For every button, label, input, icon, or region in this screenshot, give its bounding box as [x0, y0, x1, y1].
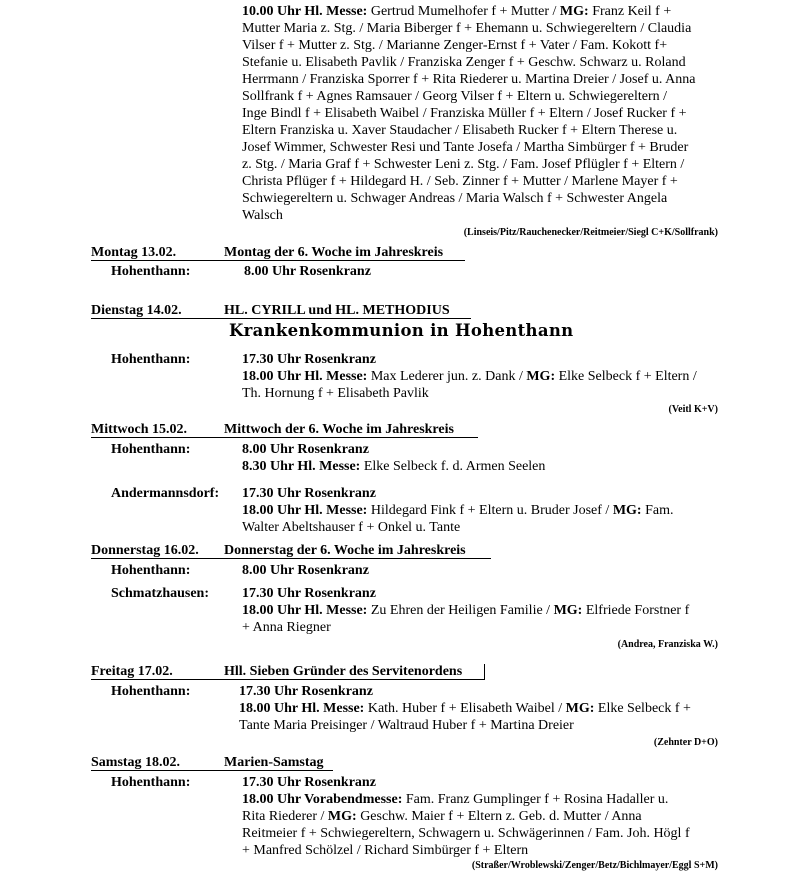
day-title: Donnerstag der 6. Woche im Jahreskreis — [224, 543, 466, 558]
header-underline — [91, 679, 485, 680]
day-date: Montag 13.02. — [91, 245, 177, 260]
place-label: Hohenthann: — [111, 775, 191, 790]
header-underline — [91, 260, 465, 261]
service-line: 8.00 Uhr Rosenkranz — [242, 563, 369, 578]
service-line: 17.30 Uhr Rosenkranz — [242, 586, 376, 601]
altar-servers: (Andrea, Franziska W.) — [617, 639, 718, 650]
header-underline — [91, 318, 471, 319]
header-underline — [91, 558, 491, 559]
service-line: 18.00 Uhr Hl. Messe: Hildegard Fink f + Eltern u. Bruder Josef / MG: Fam. — [242, 503, 674, 518]
service-block — [242, 351, 697, 402]
day-title: Hll. Sieben Gründer des Servitenordens — [224, 664, 463, 679]
mass-line: Eltern Franziska u. Xaver Staudacher / Elisabeth Rucker f + Eltern Therese u. — [242, 123, 678, 138]
altar-servers: (Linseis/Pitz/Rauchenecker/Reitmeier/Siegl C+K/Sollfrank) — [463, 227, 718, 238]
mass-line: Schwiegereltern u. Schwager Andreas / Maria Walsch f + Schwester Angela — [242, 191, 668, 206]
mass-line: Mutter Maria z. Stg. / Maria Biberger f + Ehemann u. Schwiegereltern / Claudia — [242, 21, 692, 36]
service-line: + Manfred Schölzel / Richard Simbürger f + Eltern — [242, 843, 529, 858]
service-line: Tante Maria Preisinger / Waltraud Huber f + Martina Dreier — [239, 718, 574, 733]
service-line: Walter Abeltshauser f + Onkel u. Tante — [242, 520, 461, 535]
service-line: 18.00 Uhr Hl. Messe: Kath. Huber f + Elisabeth Waibel / MG: Elke Selbeck f + — [239, 701, 691, 716]
service-line: Th. Hornung f + Elisabeth Pavlik — [242, 386, 429, 401]
sunday-mass-block — [242, 3, 722, 224]
mass-line: Vilser f + Mutter z. Stg. / Marianne Zenger-Ernst f + Vater / Fam. Kokott f+ — [242, 38, 668, 53]
mass-line: 10.00 Uhr Hl. Messe: Gertrud Mumelhofer f + Mutter / MG: Franz Keil f + — [242, 4, 672, 19]
service-line: 17.30 Uhr Rosenkranz — [239, 684, 373, 699]
mass-line: Stefanie u. Elisabeth Pavlik / Franziska Zenger f + Geschw. Schwarz u. Roland — [242, 55, 686, 70]
day-title: HL. CYRILL und HL. METHODIUS — [224, 303, 450, 318]
service-line: + Anna Riegner — [242, 620, 331, 635]
mass-line: Herrmann / Franziska Sporrer f + Rita Riederer u. Martina Dreier / Josef u. Anna — [242, 72, 696, 87]
service-block — [242, 441, 545, 475]
mass-line: z. Stg. / Maria Graf f + Schwester Leni z. Stg. / Fam. Josef Pflügler f + Eltern / — [242, 157, 685, 172]
mass-line: Inge Bindl f + Elisabeth Waibel / Franziska Müller f + Eltern / Josef Rucker f + — [242, 106, 687, 121]
day-title: Marien-Samstag — [224, 755, 324, 770]
header-end-mark — [484, 664, 485, 680]
day-date: Mittwoch 15.02. — [91, 422, 188, 437]
service-line: Rita Riederer / MG: Geschw. Maier f + Eltern z. Geb. d. Mutter / Anna — [242, 809, 642, 824]
day-title: Mittwoch der 6. Woche im Jahreskreis — [224, 422, 454, 437]
place-label: Hohenthann: — [111, 684, 191, 699]
mass-line: Walsch — [242, 208, 283, 223]
place-label: Hohenthann: — [111, 563, 191, 578]
place-label: Hohenthann: — [111, 442, 191, 457]
service-line: 17.30 Uhr Rosenkranz — [242, 486, 376, 501]
special-announcement: Krankenkommunion in Hohenthann — [229, 321, 574, 340]
altar-servers: (Straßer/Wroblewski/Zenger/Betz/Bichlmayer/Eggl S+M) — [471, 860, 718, 871]
altar-servers: (Zehnter D+O) — [653, 737, 718, 748]
place-label: Schmatzhausen: — [111, 586, 210, 601]
place-label: Hohenthann: — [111, 264, 191, 279]
service-line: 8.00 Uhr Rosenkranz — [242, 442, 369, 457]
service-block — [239, 683, 691, 734]
service-line: 8.30 Uhr Hl. Messe: Elke Selbeck f. d. Armen Seelen — [242, 459, 546, 474]
day-date: Samstag 18.02. — [91, 755, 181, 770]
service-block — [242, 774, 690, 859]
service-line: 17.30 Uhr Rosenkranz — [242, 775, 376, 790]
service-line: 18.00 Uhr Vorabendmesse: Fam. Franz Gumplinger f + Rosina Hadaller u. — [242, 792, 669, 807]
service-line: 18.00 Uhr Hl. Messe: Zu Ehren der Heiligen Familie / MG: Elfriede Forstner f — [242, 603, 690, 618]
day-date: Dienstag 14.02. — [91, 303, 182, 318]
day-title: Montag der 6. Woche im Jahreskreis — [224, 245, 444, 260]
place-label: Hohenthann: — [111, 352, 191, 367]
mass-line: Sollfrank f + Agnes Ramsauer / Georg Vilser f + Eltern u. Schwiegereltern / — [242, 89, 667, 104]
day-date: Donnerstag 16.02. — [91, 543, 199, 558]
mass-line: Josef Wimmer, Schwester Resi und Tante Josefa / Martha Simbürger f + Bruder — [242, 140, 689, 155]
service-line: 17.30 Uhr Rosenkranz — [242, 352, 376, 367]
altar-servers: (Veitl K+V) — [668, 404, 718, 415]
day-date: Freitag 17.02. — [91, 664, 173, 679]
header-underline — [91, 770, 333, 771]
service-block — [242, 585, 689, 636]
service-block — [242, 485, 673, 536]
header-underline — [91, 437, 478, 438]
service-line: 18.00 Uhr Hl. Messe: Max Lederer jun. z. Dank / MG: Elke Selbeck f + Eltern / — [242, 369, 697, 384]
mass-line: Christa Pflüger f + Hildegard H. / Seb. Zinner f + Mutter / Marlene Mayer f + — [242, 174, 678, 189]
service-line: Reitmeier f + Schwiegereltern, Schwagern u. Schwägerinnen / Fam. Joh. Högl f — [242, 826, 690, 841]
service-line: 8.00 Uhr Rosenkranz — [244, 264, 371, 279]
place-label: Andermannsdorf: — [111, 486, 220, 501]
